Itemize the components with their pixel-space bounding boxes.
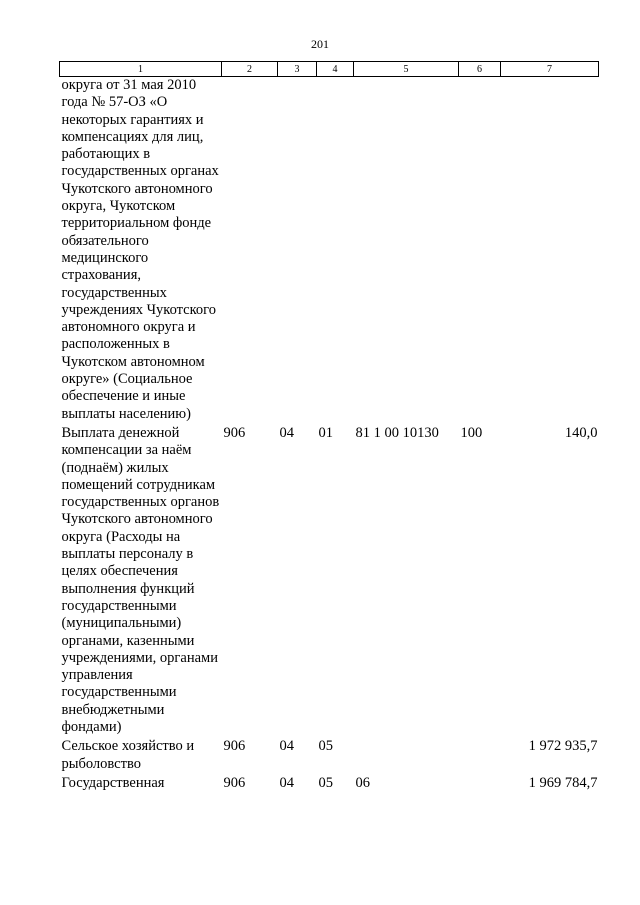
row-amount xyxy=(501,77,599,423)
page-number: 201 xyxy=(311,37,329,51)
row-section-code: 04 xyxy=(279,424,294,441)
row-name: Сельское хозяйство и рыболовство xyxy=(61,738,195,772)
row-target-code: 81 1 00 10130 xyxy=(355,424,439,441)
column-header-5: 5 xyxy=(354,62,459,77)
row-amount: 1 972 935,7 xyxy=(528,738,598,755)
table-row xyxy=(60,736,599,773)
row-section-code: 04 xyxy=(279,738,294,755)
column-header-7: 7 xyxy=(501,62,599,77)
row-section-code xyxy=(278,77,317,423)
table-row xyxy=(60,77,599,423)
row-name: Выплата денежной компенсации за наём (поднаём) жилых помещений сотрудникам государственных органов Чукотского автономного округа (Расходы на выплаты персоналу в целях обеспечения выполнения функций государственными (муниципальными) органами, казенными учреждениями, органами управления государственными внебюджетными фондами) xyxy=(61,424,220,735)
budget-table xyxy=(59,61,599,792)
table-row xyxy=(60,423,599,736)
row-ministry-code xyxy=(222,77,278,423)
row-target-code xyxy=(354,736,459,773)
column-header-2: 2 xyxy=(222,62,278,77)
row-expense-type xyxy=(459,77,501,423)
row-target-code xyxy=(354,77,459,423)
column-header-4: 4 xyxy=(317,62,354,77)
row-ministry-code: 906 xyxy=(223,738,246,755)
row-expense-type xyxy=(459,736,501,773)
row-subsection-code: 01 xyxy=(318,424,333,441)
column-header-3: 3 xyxy=(278,62,317,77)
row-subsection-code: 05 xyxy=(318,738,333,755)
row-subsection-code: 05 xyxy=(318,774,333,791)
row-ministry-code: 906 xyxy=(223,774,246,791)
row-subsection-code xyxy=(317,77,354,423)
row-target-code: 06 xyxy=(355,774,370,791)
column-number-header-row xyxy=(60,62,599,77)
row-name: Государственная xyxy=(61,774,165,791)
row-amount: 1 969 784,7 xyxy=(528,774,598,791)
table-row xyxy=(60,773,599,792)
row-amount: 140,0 xyxy=(564,424,598,441)
row-expense-type xyxy=(459,773,501,792)
column-header-1: 1 xyxy=(60,62,222,77)
row-section-code: 04 xyxy=(279,774,294,791)
row-expense-type: 100 xyxy=(460,424,483,441)
column-header-6: 6 xyxy=(459,62,501,77)
row-name: округа от 31 мая 2010 года № 57-ОЗ «О некоторых гарантиях и компенсациях для лиц, работающих в государственных органах Чукотского автономного округа, Чукотском территориальном фонде обязательного медицинского страхования, государственных учреждениях Чукотского автономного округа и расположенных в Чукотском автономном округе» (Социальное обеспечение и иные выплаты населению) xyxy=(61,77,219,422)
row-ministry-code: 906 xyxy=(223,424,246,441)
